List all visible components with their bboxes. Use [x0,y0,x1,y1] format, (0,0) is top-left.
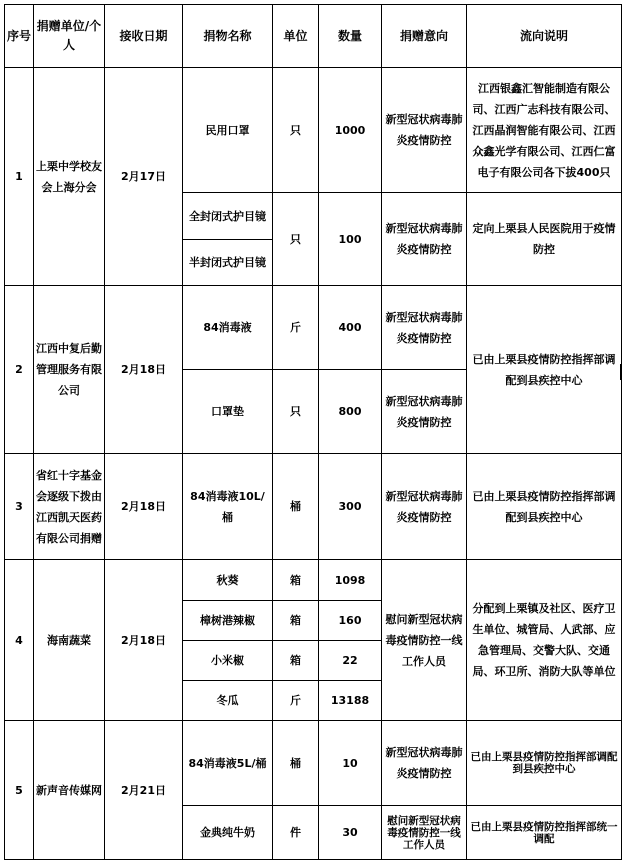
row-intent: 慰问新型冠状病毒疫情防控一线工作人员 [382,560,467,721]
row-intent: 新型冠状病毒肺炎疫情防控 [382,68,467,193]
table-row [5,721,622,806]
header-qty: 数量 [319,5,382,68]
row-date: 2月21日 [105,721,183,860]
table-row [5,68,622,193]
row-date: 2月18日 [105,454,183,560]
row-seq: 3 [5,454,34,560]
item-name: 冬瓜 [183,681,273,721]
item-qty: 1000 [319,68,382,193]
header-item: 捐物名称 [183,5,273,68]
item-qty: 22 [319,641,382,681]
item-qty: 30 [319,806,382,860]
item-qty: 10 [319,721,382,806]
row-intent: 新型冠状病毒肺炎疫情防控 [382,286,467,370]
row-seq: 1 [5,68,34,286]
item-qty: 100 [319,193,382,286]
item-name: 民用口罩 [183,68,273,193]
item-name: 84消毒液10L/桶 [183,454,273,560]
row-seq: 5 [5,721,34,860]
row-date: 2月17日 [105,68,183,286]
item-unit: 件 [273,806,319,860]
item-name: 金典纯牛奶 [183,806,273,860]
row-flow: 已由上栗县疫情防控指挥部调配到县疾控中心 [467,721,622,806]
row-donor: 上栗中学校友会上海分会 [34,68,105,286]
edge-marker [620,364,622,380]
header-unit: 单位 [273,5,319,68]
donation-table [4,4,622,860]
row-intent: 新型冠状病毒肺炎疫情防控 [382,721,467,806]
item-unit: 桶 [273,454,319,560]
header-donor: 捐赠单位/个人 [34,5,105,68]
item-qty: 300 [319,454,382,560]
header-row [5,5,622,68]
item-name: 半封闭式护目镜 [183,240,273,286]
item-unit: 箱 [273,641,319,681]
item-name: 口罩垫 [183,370,273,454]
row-flow: 已由上栗县疫情防控指挥部调配到县疾控中心 [467,286,622,454]
item-qty: 1098 [319,560,382,601]
item-unit: 只 [273,370,319,454]
table-row [5,560,622,601]
row-donor: 江西中复后勤管理服务有限公司 [34,286,105,454]
row-intent: 慰问新型冠状病毒疫情防控一线工作人员 [382,806,467,860]
row-flow: 定向上栗县人民医院用于疫情防控 [467,193,622,286]
row-seq: 2 [5,286,34,454]
row-donor: 海南蔬菜 [34,560,105,721]
row-donor: 省红十字基金会逐级下拨由江西凯天医药有限公司捐赠 [34,454,105,560]
item-unit: 斤 [273,681,319,721]
row-donor: 新声音传媒网 [34,721,105,860]
row-flow: 已由上栗县疫情防控指挥部统一调配 [467,806,622,860]
header-date: 接收日期 [105,5,183,68]
row-intent: 新型冠状病毒肺炎疫情防控 [382,454,467,560]
item-qty: 400 [319,286,382,370]
item-unit: 箱 [273,560,319,601]
row-date: 2月18日 [105,560,183,721]
row-flow: 江西银鑫汇智能制造有限公司、江西广志科技有限公司、江西晶润智能有限公司、江西众鑫光学有限公司、江西仁富电子有限公司各下拔400只 [467,68,622,193]
item-name: 樟树港辣椒 [183,601,273,641]
item-name: 84消毒液 [183,286,273,370]
header-intent: 捐赠意向 [382,5,467,68]
item-qty: 13188 [319,681,382,721]
item-unit: 只 [273,68,319,193]
table-row [5,286,622,370]
item-unit: 斤 [273,286,319,370]
item-unit: 桶 [273,721,319,806]
item-unit: 箱 [273,601,319,641]
row-intent: 新型冠状病毒肺炎疫情防控 [382,370,467,454]
item-name: 秋葵 [183,560,273,601]
header-seq: 序号 [5,5,34,68]
item-name: 全封闭式护目镜 [183,193,273,240]
row-seq: 4 [5,560,34,721]
item-name: 小米椒 [183,641,273,681]
header-flow: 流向说明 [467,5,622,68]
row-flow: 已由上栗县疫情防控指挥部调配到县疾控中心 [467,454,622,560]
row-date: 2月18日 [105,286,183,454]
row-flow: 分配到上栗镇及社区、医疗卫生单位、城管局、人武部、应急管理局、交警大队、交通局、环卫所、消防大队等单位 [467,560,622,721]
item-qty: 800 [319,370,382,454]
item-qty: 160 [319,601,382,641]
item-unit: 只 [273,193,319,286]
table-row [5,454,622,560]
row-intent: 新型冠状病毒肺炎疫情防控 [382,193,467,286]
item-name: 84消毒液5L/桶 [183,721,273,806]
